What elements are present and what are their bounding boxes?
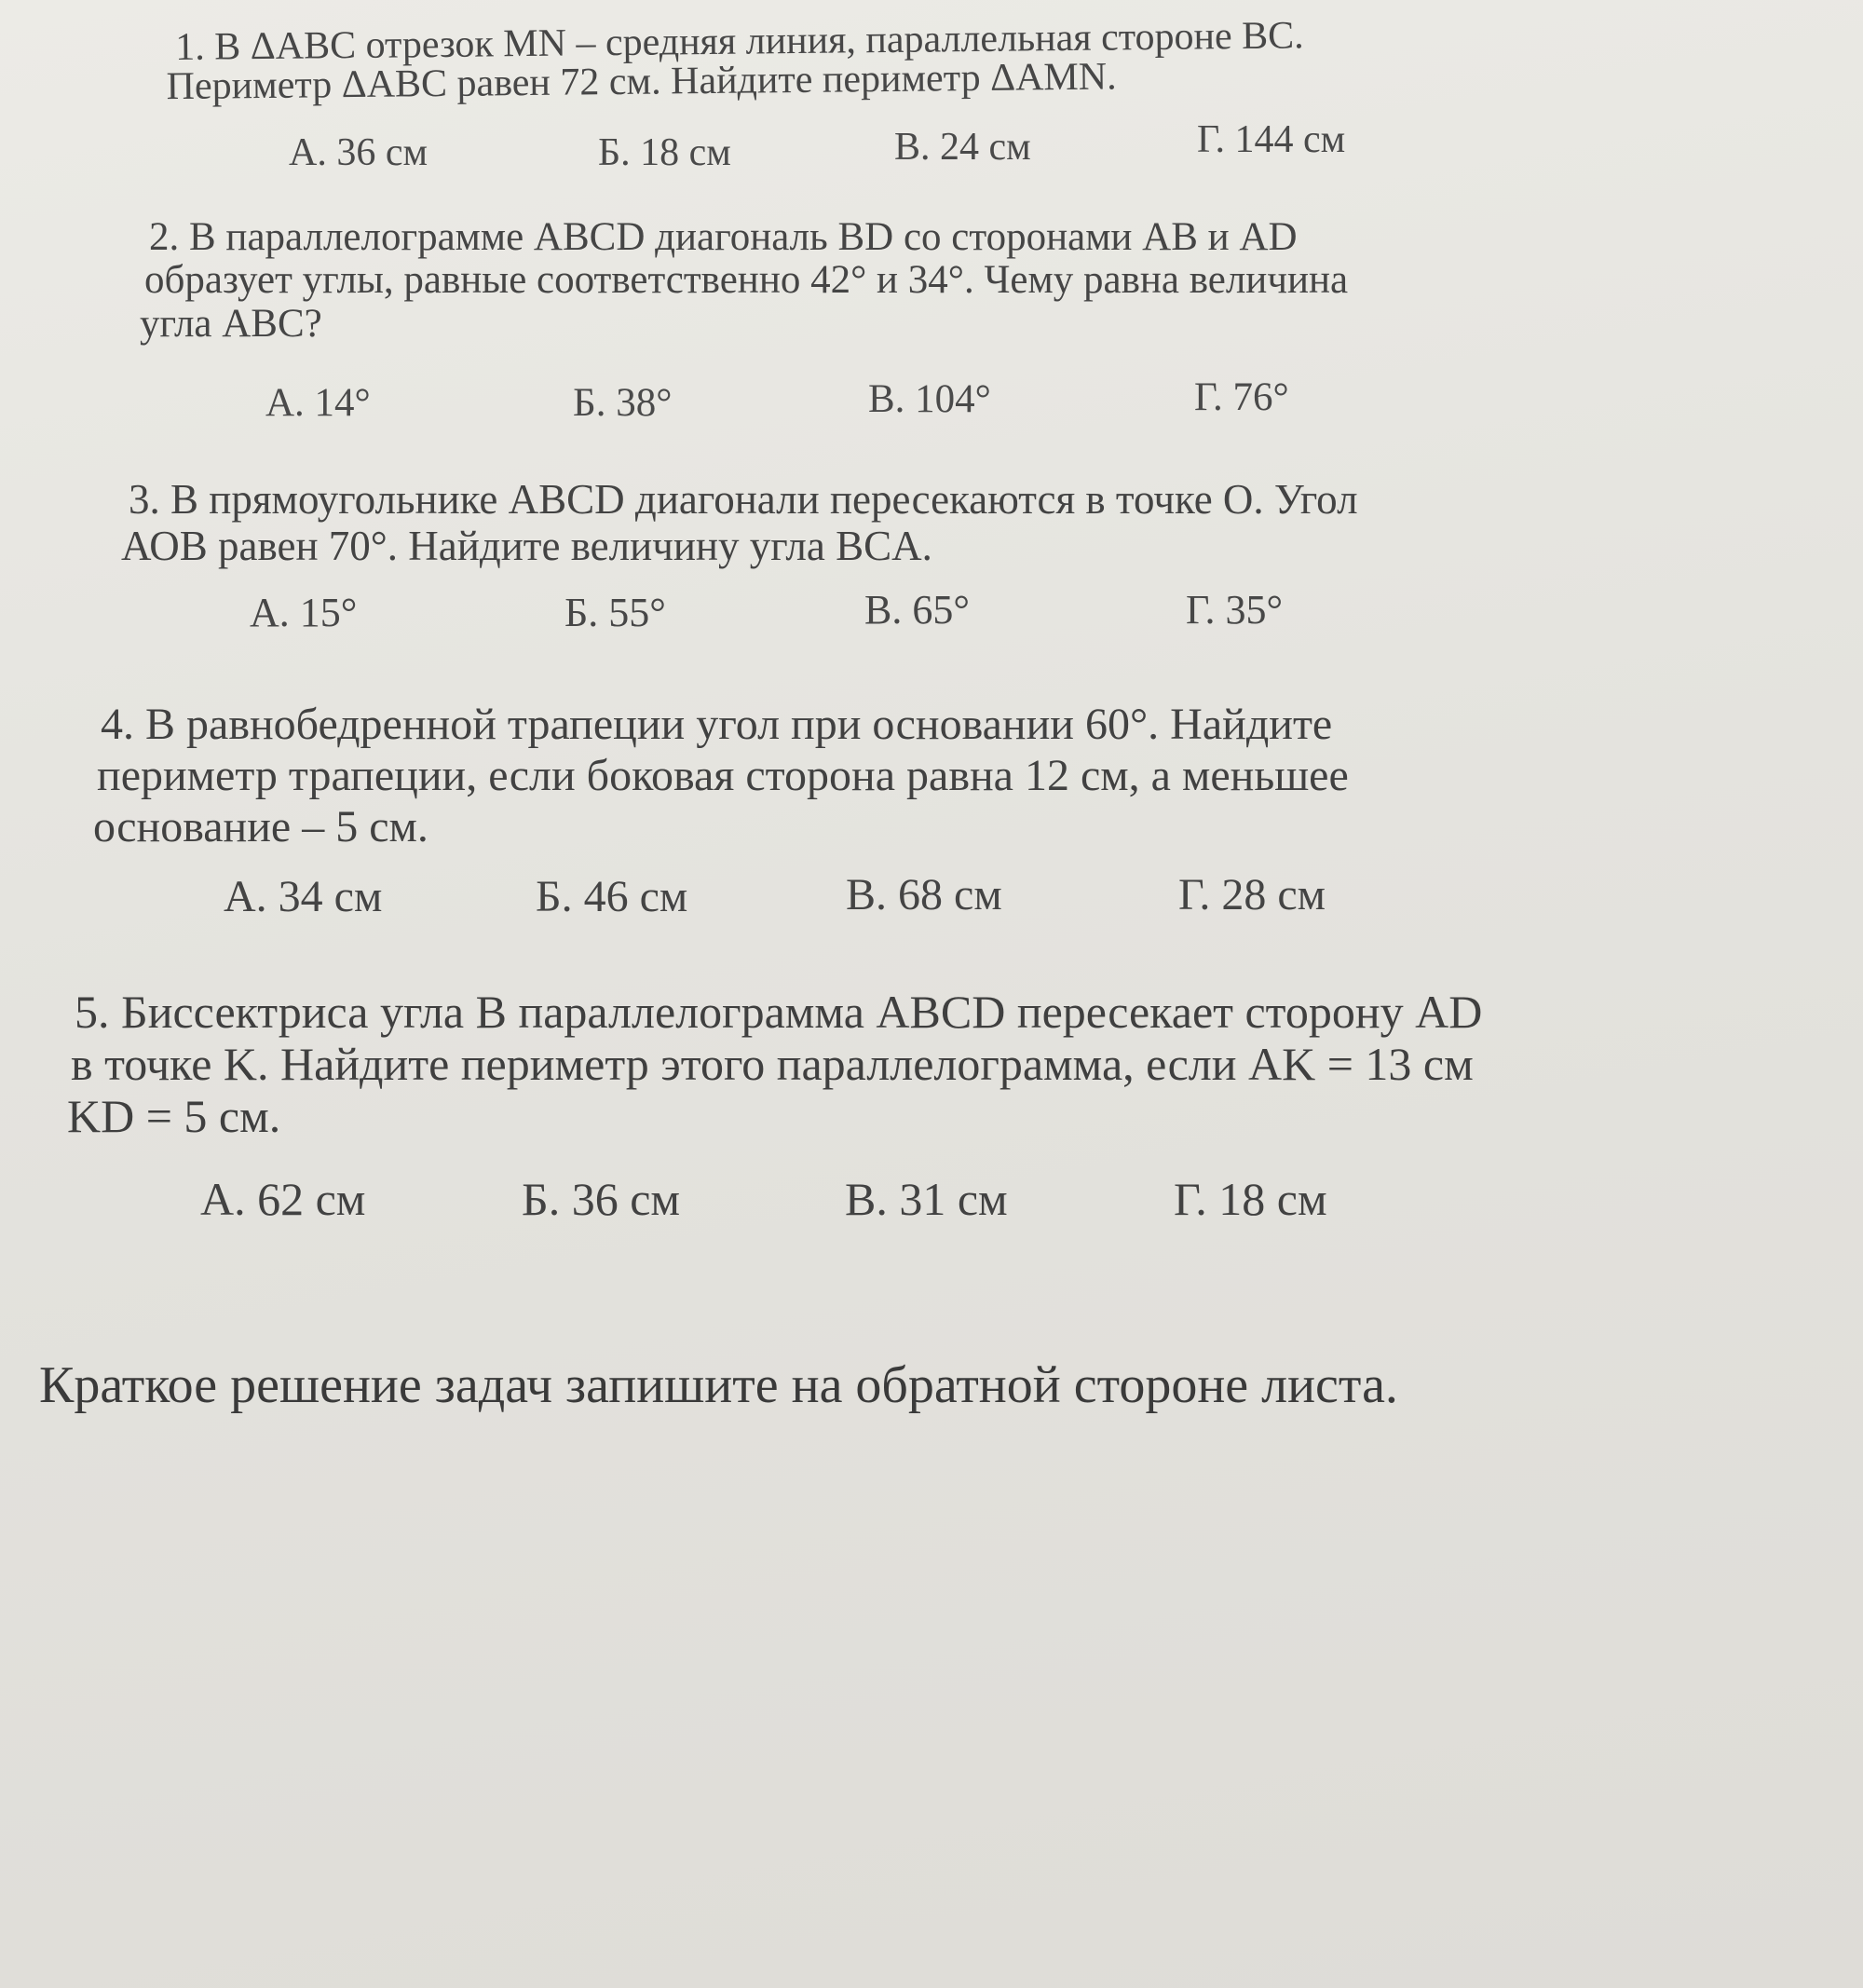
task-5-option-d: Г. 18 см <box>1174 1173 1327 1225</box>
task-2-option-a: А. 14° <box>265 381 371 425</box>
task-1-option-d: Г. 144 см <box>1197 118 1346 161</box>
task-4-option-a: А. 34 см <box>224 872 383 921</box>
task-2-option-d: Г. 76° <box>1194 375 1289 419</box>
task-5-option-a: А. 62 см <box>200 1173 366 1225</box>
task-3-option-a: А. 15° <box>250 590 358 635</box>
task-4-option-d: Г. 28 см <box>1178 870 1326 919</box>
task-4 <box>93 699 1349 853</box>
task-3-option-b: Б. 55° <box>564 590 666 635</box>
task-4-line-3: основание – 5 см. <box>93 802 428 852</box>
task-1-option-a: А. 36 см <box>289 131 428 174</box>
task-3-option-d: Г. 35° <box>1186 587 1284 633</box>
task-4-line-2: периметр трапеции, если боковая сторона равна 12 см, а меньшее <box>97 751 1349 801</box>
task-2-line-2: образует углы, равные соответственно 42° и 34°. Чему равна величина <box>144 258 1349 303</box>
task-1-line-2: Периметр ΔАВС равен 72 см. Найдите периметр ΔAMN. <box>166 55 1117 109</box>
task-5-line-3: KD = 5 см. <box>67 1090 281 1142</box>
footer-note: Краткое решение задач запишите на обратной стороне листа. <box>39 1356 1398 1414</box>
task-4-option-b: Б. 46 см <box>536 872 688 921</box>
task-5 <box>67 986 1483 1142</box>
task-2 <box>140 215 1349 346</box>
task-2-line-3: угла ABC? <box>140 301 322 346</box>
task-2-option-c: В. 104° <box>868 377 991 421</box>
task-1-option-c: В. 24 см <box>894 126 1031 169</box>
task-4-line-1: 4. В равнобедренной трапеции угол при основании 60°. Найдите <box>101 700 1333 749</box>
task-5-line-1: 5. Биссектриса угла В параллелограмма ABCD пересекает сторону AD <box>75 986 1483 1038</box>
task-4-option-c: В. 68 см <box>846 870 1002 919</box>
task-3-line-1: 3. В прямоугольнике ABCD диагонали пересекаются в точке О. Угол <box>129 476 1358 523</box>
task-3 <box>121 476 1358 569</box>
task-1-line-1: 1. В ΔАВС отрезок MN – средняя линия, параллельная стороне ВС. <box>174 14 1304 69</box>
task-5-line-2: в точке K. Найдите периметр этого параллелограмма, если AK = 13 см <box>71 1038 1474 1090</box>
task-2-option-b: Б. 38° <box>573 381 673 425</box>
task-1 <box>166 14 1304 109</box>
task-2-line-1: 2. В параллелограмме ABCD диагональ BD со сторонами АВ и AD <box>149 215 1298 259</box>
task-1-option-b: Б. 18 см <box>598 131 731 174</box>
task-5-option-c: В. 31 см <box>845 1173 1008 1225</box>
task-3-option-c: В. 65° <box>864 587 970 633</box>
task-5-option-b: Б. 36 см <box>522 1173 681 1225</box>
task-3-line-2: АОВ равен 70°. Найдите величину угла BCA. <box>121 522 932 569</box>
